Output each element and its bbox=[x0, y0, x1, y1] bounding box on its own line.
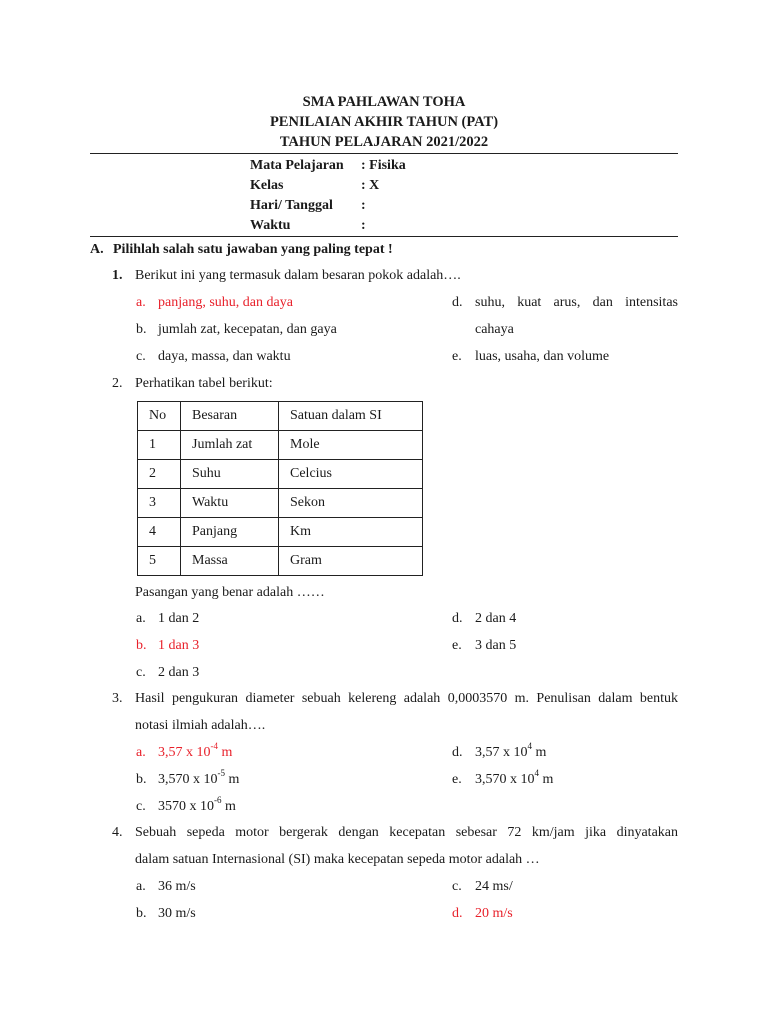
option-letter: a. bbox=[136, 611, 146, 626]
option-letter: c. bbox=[136, 665, 146, 680]
table-cell: Mole bbox=[279, 431, 423, 460]
option-letter: d. bbox=[452, 906, 463, 921]
option-exponent: -6 bbox=[214, 795, 222, 806]
option-letter: a. bbox=[136, 879, 146, 894]
option-text: daya, massa, dan waktu bbox=[158, 349, 291, 364]
option-base: 3,57 x 10 bbox=[475, 745, 528, 760]
section-title: Pilihlah salah satu jawaban yang paling tepat ! bbox=[113, 242, 393, 257]
info-label-class: Kelas bbox=[250, 178, 284, 193]
option-text: 1 dan 2 bbox=[158, 611, 200, 626]
option-unit: m bbox=[221, 799, 236, 814]
table-cell: Panjang bbox=[181, 518, 279, 547]
option-base: 3570 x 10 bbox=[158, 799, 214, 814]
option-unit: m bbox=[218, 745, 233, 760]
question-number: 4. bbox=[112, 825, 123, 840]
table-row bbox=[138, 460, 423, 489]
option-exponent: 4 bbox=[527, 741, 532, 752]
table-cell: 4 bbox=[138, 518, 181, 547]
info-label-date: Hari/ Tanggal bbox=[250, 198, 333, 213]
option-base: 3,570 x 10 bbox=[158, 772, 218, 787]
table-row bbox=[138, 547, 423, 576]
option-text bbox=[475, 741, 547, 761]
question-number: 2. bbox=[112, 376, 123, 391]
table-cell: 3 bbox=[138, 489, 181, 518]
info-label-time: Waktu bbox=[250, 218, 291, 233]
option-text: suhu, kuat arus, dan intensitas bbox=[475, 295, 678, 310]
option-text bbox=[475, 768, 554, 788]
option-letter: b. bbox=[136, 772, 147, 787]
question-number: 3. bbox=[112, 691, 123, 706]
exam-title: PENILAIAN AKHIR TAHUN (PAT) bbox=[269, 114, 499, 130]
table-cell: Waktu bbox=[181, 489, 279, 518]
option-text: 3 dan 5 bbox=[475, 638, 517, 653]
table-row bbox=[138, 431, 423, 460]
table-header-cell: Satuan dalam SI bbox=[279, 402, 423, 431]
option-text: 30 m/s bbox=[158, 906, 196, 921]
table-cell: Sekon bbox=[279, 489, 423, 518]
option-letter: c. bbox=[136, 349, 146, 364]
table-cell: Celcius bbox=[279, 460, 423, 489]
option-text bbox=[158, 768, 240, 788]
option-unit: m bbox=[225, 772, 240, 787]
option-letter: b. bbox=[136, 638, 147, 653]
option-text: 2 dan 3 bbox=[158, 665, 200, 680]
option-text: 36 m/s bbox=[158, 879, 196, 894]
option-base: 3,57 x 10 bbox=[158, 745, 211, 760]
option-text: 2 dan 4 bbox=[475, 611, 517, 626]
table-cell: Km bbox=[279, 518, 423, 547]
question-text: Perhatikan tabel berikut: bbox=[135, 376, 273, 391]
option-letter: e. bbox=[452, 638, 462, 653]
table-cell: Gram bbox=[279, 547, 423, 576]
table-cell: Suhu bbox=[181, 460, 279, 489]
option-text-correct bbox=[158, 741, 233, 761]
question-text: Hasil pengukuran diameter sebuah kelereng adalah 0,0003570 m. Penulisan dalam bentuk bbox=[135, 691, 678, 706]
table-cell: Massa bbox=[181, 547, 279, 576]
section-letter: A. bbox=[90, 242, 104, 257]
option-text-correct: 20 m/s bbox=[475, 906, 513, 921]
option-letter: a. bbox=[136, 295, 146, 310]
question-number: 1. bbox=[112, 268, 123, 283]
option-letter: a. bbox=[136, 745, 146, 760]
option-text bbox=[158, 795, 236, 815]
table-cell: 1 bbox=[138, 431, 181, 460]
table-cell: 2 bbox=[138, 460, 181, 489]
table-row bbox=[138, 518, 423, 547]
question-text: Berikut ini yang termasuk dalam besaran pokok adalah…. bbox=[135, 268, 461, 283]
info-divider bbox=[90, 236, 678, 237]
option-letter: c. bbox=[136, 799, 146, 814]
school-name: SMA PAHLAWAN TOHA bbox=[302, 94, 466, 110]
option-letter: d. bbox=[452, 611, 463, 626]
table-row bbox=[138, 489, 423, 518]
question-text-continued: dalam satuan Internasional (SI) maka kecepatan sepeda motor adalah … bbox=[135, 852, 540, 867]
option-unit: m bbox=[532, 745, 547, 760]
question-text: Sebuah sepeda motor bergerak dengan kecepatan sebesar 72 km/jam jika dinyatakan bbox=[135, 825, 678, 840]
option-letter: b. bbox=[136, 322, 147, 337]
option-text-correct: panjang, suhu, dan daya bbox=[158, 295, 293, 310]
option-letter: c. bbox=[452, 879, 462, 894]
info-value-time: : bbox=[361, 218, 366, 233]
info-label-subject: Mata Pelajaran bbox=[250, 158, 344, 173]
table-cell: 5 bbox=[138, 547, 181, 576]
option-letter: d. bbox=[452, 745, 463, 760]
academic-year: TAHUN PELAJARAN 2021/2022 bbox=[279, 134, 489, 150]
option-exponent: 4 bbox=[534, 768, 539, 779]
option-base: 3,570 x 10 bbox=[475, 772, 535, 787]
option-text: luas, usaha, dan volume bbox=[475, 349, 610, 364]
question-text-continued: notasi ilmiah adalah…. bbox=[135, 718, 266, 733]
option-letter: b. bbox=[136, 906, 147, 921]
option-letter: e. bbox=[452, 772, 462, 787]
table-header-cell: No bbox=[138, 402, 181, 431]
question-follow-up: Pasangan yang benar adalah …… bbox=[135, 585, 325, 600]
option-exponent: -4 bbox=[210, 741, 218, 752]
option-text-correct: 1 dan 3 bbox=[158, 638, 200, 653]
table-header-row bbox=[138, 402, 423, 431]
option-unit: m bbox=[539, 772, 554, 787]
option-letter: d. bbox=[452, 295, 463, 310]
option-text-continued: cahaya bbox=[475, 322, 514, 337]
table-cell: Jumlah zat bbox=[181, 431, 279, 460]
info-value-class: : X bbox=[361, 178, 380, 193]
info-value-subject: : Fisika bbox=[361, 158, 406, 173]
info-value-date: : bbox=[361, 198, 366, 213]
quantities-table bbox=[137, 401, 423, 576]
table-header-cell: Besaran bbox=[181, 402, 279, 431]
option-letter: e. bbox=[452, 349, 462, 364]
option-text: 24 ms/ bbox=[475, 879, 513, 894]
header-divider bbox=[90, 153, 678, 154]
option-exponent: -5 bbox=[217, 768, 225, 779]
option-text: jumlah zat, kecepatan, dan gaya bbox=[158, 322, 337, 337]
